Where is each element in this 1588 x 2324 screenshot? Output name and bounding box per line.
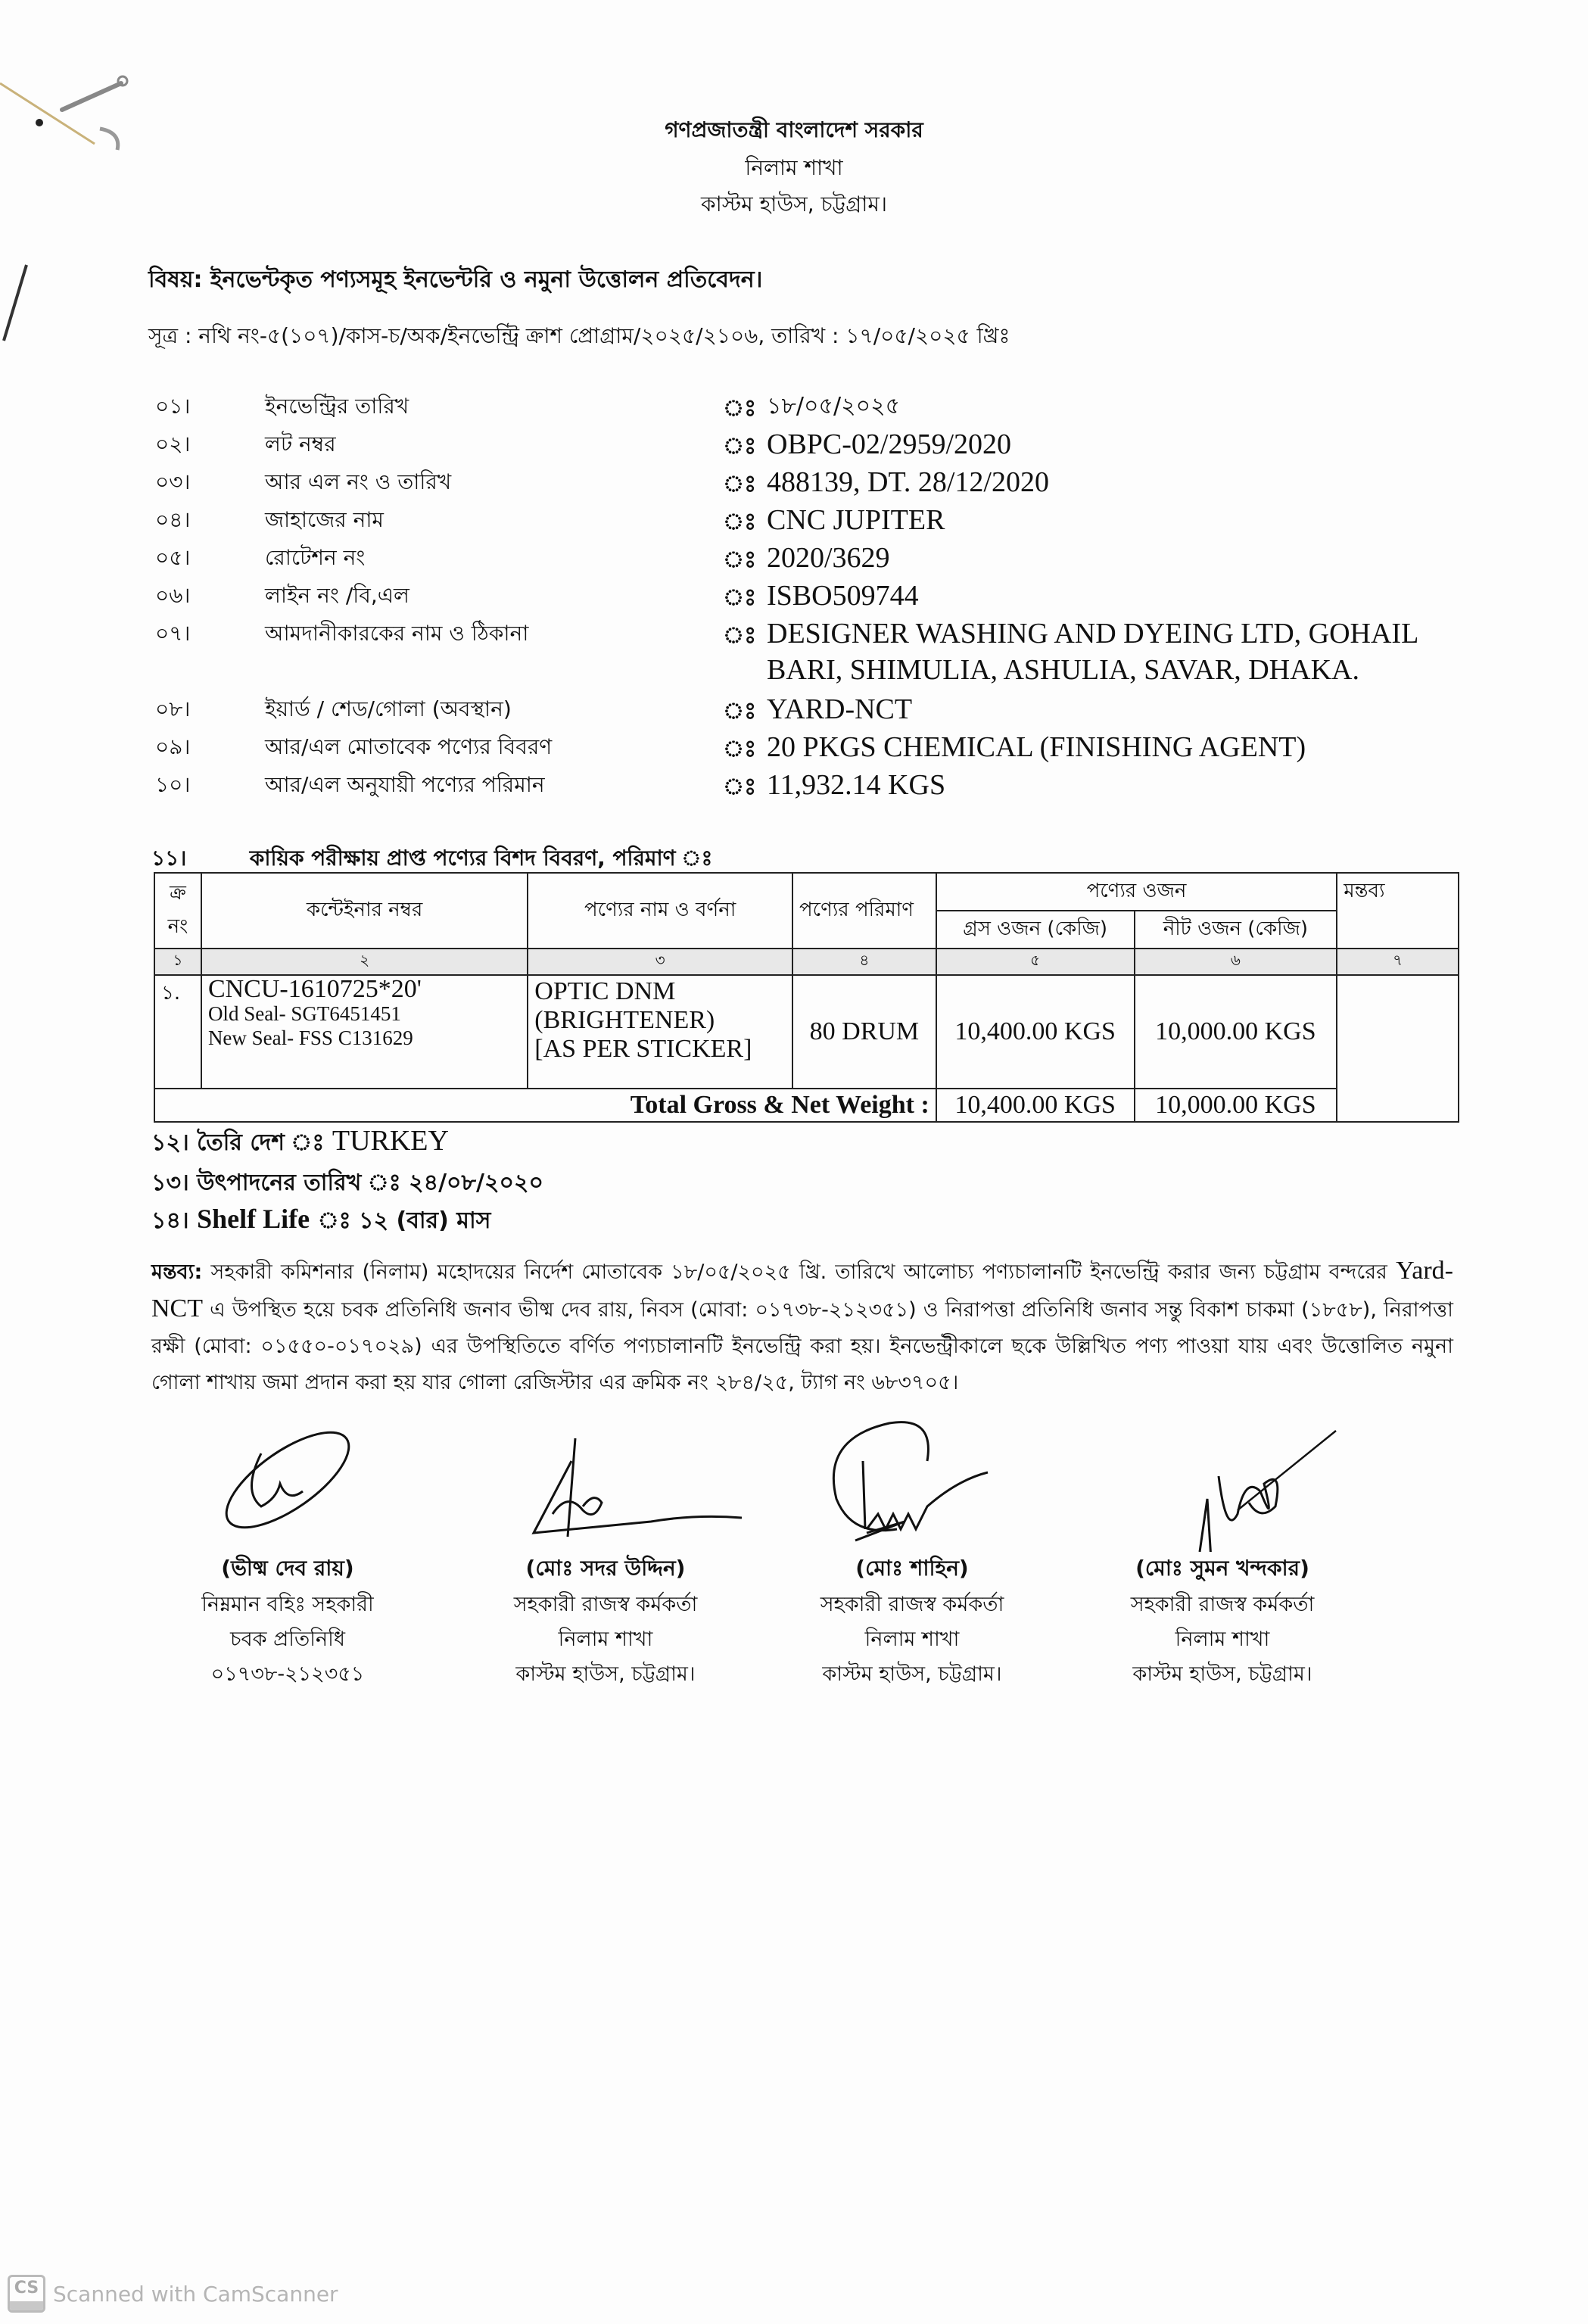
header-quantity: পণ্যের পরিমাণ xyxy=(792,873,936,949)
cell-gross-weight: 10,400.00 KGS xyxy=(936,975,1135,1089)
info-item xyxy=(155,428,1487,466)
government-name: গণপ্রজাতন্ত্রী বাংলাদেশ সরকার xyxy=(665,117,923,142)
item-value: 488139, DT. 28/12/2020 xyxy=(767,466,1049,498)
remarks-text: এ উপস্থিত হয়ে চবক প্রতিনিধি জনাব ভীষ্ম দেব রায়, নিবস (মোবা: ০১৭৩৮-২১২৩৫১) ও নিরাপত্তা প্রতিনিধি জনাব সন্তু বিকাশ চাকমা (১৮৫৮), নিরাপত্তা রক্ষী (মোবা: ০১৫৫০-০১৭০২৯) এর উপস্থিতিতে বর্ণিত পণ্যচালানটি ইনভেন্ট্রি করা হয়। ইনভেন্ট্রীকালে ছকে উল্লিখিত পণ্য পাওয়া যায় এবং উত্তোলিত নমুনা গোলা শাখায় জমা প্রদান করা হয় যার গোলা রেজিস্টার এর ক্রমিক নং ২৮৪/২৫, ট্যাগ নং ৬৮৩৭০৫। xyxy=(151,1298,1453,1394)
signatory-office: নিলাম শাখা xyxy=(1175,1628,1270,1651)
separator: ঃ xyxy=(723,471,757,497)
item-value: ১৮/০৫/২০২৫ xyxy=(767,393,901,419)
branch-name: নিলাম শাখা xyxy=(745,155,843,180)
total-gross-weight: 10,400.00 KGS xyxy=(936,1089,1135,1122)
info-list xyxy=(155,390,1487,806)
item-label: ইনভেন্ট্রির তারিখ xyxy=(265,394,409,419)
item-number: ০৭। xyxy=(155,621,191,646)
shelf-label: Shelf Life xyxy=(197,1204,310,1234)
signatory-office-address: কাস্টম হাউস, চট্টগ্রাম। xyxy=(515,1662,696,1686)
cell-remarks xyxy=(1337,975,1459,1122)
remarks-paragraph xyxy=(151,1253,1453,1401)
signatory-name: (মোঃ শাহিন) xyxy=(855,1556,969,1581)
signature-icon xyxy=(776,1408,1048,1552)
signatory-office: চবক প্রতিনিধি xyxy=(230,1628,345,1651)
item-label: আর/এল মোতাবেক পণ্যের বিবরণ xyxy=(265,734,553,759)
signatory-block xyxy=(439,1408,772,1692)
item-value: 11,932.14 KGS xyxy=(767,769,946,801)
signature-icon xyxy=(469,1408,742,1552)
total-row xyxy=(154,1089,1459,1122)
column-number: ৩ xyxy=(528,949,792,975)
signatory-block xyxy=(121,1408,454,1692)
item-label: আর এল নং ও তারিখ xyxy=(265,469,452,494)
goods-name-line: (BRIGHTENER) xyxy=(534,1006,715,1034)
separator: ঃ xyxy=(723,622,757,649)
header-remarks: মন্তব্য xyxy=(1337,873,1459,949)
item-label: রোটেশন নং xyxy=(265,545,366,570)
column-number: ১ xyxy=(154,949,201,975)
signatory-title: সহকারী রাজস্ব কর্মকর্তা xyxy=(513,1593,698,1616)
info-item xyxy=(155,390,1487,428)
office-address: কাস্টম হাউস, চট্টগ্রাম। xyxy=(701,192,887,217)
item-label: আর/এল অনুযায়ী পণ্যের পরিমান xyxy=(265,772,545,797)
separator: ঃ xyxy=(723,736,757,762)
cell-net-weight: 10,000.00 KGS xyxy=(1135,975,1337,1089)
info-item xyxy=(155,731,1487,768)
reference-line: সূত্র : নথি নং-৫(১০৭)/কাস-চ/অক/ইনভেন্ট্রি ক্রাশ প্রোগ্রাম/২০২৫/২১০৬, তারিখ : ১৭/০৫/২০২৫ খ্রিঃ xyxy=(148,323,1010,348)
signatory-name: (ভীষ্ম দেব রায়) xyxy=(221,1556,354,1581)
origin-line xyxy=(151,1124,449,1163)
info-item xyxy=(155,541,1487,579)
mfg-value: ২৪/০৮/২০২০ xyxy=(409,1170,544,1196)
item-number: ০৬। xyxy=(155,583,191,608)
column-number: ৫ xyxy=(936,949,1135,975)
separator: ঃ xyxy=(723,433,757,460)
shelf-life-line xyxy=(151,1202,490,1241)
info-item xyxy=(155,579,1487,617)
section-number: ১১। xyxy=(151,846,187,871)
goods-table xyxy=(154,872,1459,1123)
signature-icon xyxy=(189,1408,386,1552)
cell-container xyxy=(201,975,528,1089)
origin-label: ১২। তৈরি দেশ ঃ xyxy=(151,1129,325,1156)
item-value: YARD-NCT xyxy=(767,693,913,725)
cell-serial: ১. xyxy=(154,975,201,1089)
column-number: ৪ xyxy=(792,949,936,975)
item-value: CNC JUPITER xyxy=(767,504,945,536)
watermark-text: Scanned with CamScanner xyxy=(53,2281,338,2307)
separator: ঃ xyxy=(723,547,757,573)
column-number: ৭ xyxy=(1337,949,1459,975)
header-weight: পণ্যের ওজন xyxy=(936,873,1337,911)
shelf-number: ১৪। xyxy=(151,1207,189,1234)
info-item xyxy=(155,617,1487,693)
separator: ঃ xyxy=(723,509,757,535)
remarks-label: মন্তব্য: xyxy=(151,1260,203,1284)
signatory-block xyxy=(1056,1408,1389,1692)
table-row xyxy=(154,975,1459,1089)
cell-quantity: 80 DRUM xyxy=(792,975,936,1089)
item-number: ০২। xyxy=(155,431,191,456)
goods-name-line: OPTIC DNM xyxy=(534,977,676,1005)
signatory-title: সহকারী রাজস্ব কর্মকর্তা xyxy=(820,1593,1004,1616)
header-container: কন্টেইনার নম্বর xyxy=(201,873,528,949)
info-item xyxy=(155,768,1487,806)
info-item xyxy=(155,693,1487,731)
signatory-title: নিম্নমান বহিঃ সহকারী xyxy=(201,1593,374,1616)
item-label: জাহাজের নাম xyxy=(265,507,384,532)
remarks-text: সহকারী কমিশনার (নিলাম) মহোদয়ের নির্দেশ মোতাবেক ১৮/০৫/২০২৫ খ্রি. তারিখে আলোচ্য পণ্যচালানটি ইনভেন্ট্রি করার জন্য চট্টগ্রাম বন্দরের xyxy=(210,1260,1387,1284)
item-number: ০৮। xyxy=(155,696,191,721)
item-value: 20 PKGS CHEMICAL (FINISHING AGENT) xyxy=(767,731,1306,763)
item-value: 2020/3629 xyxy=(767,542,890,574)
header-serial: ক্র নং xyxy=(154,873,201,949)
item-value: DESIGNER WASHING AND DYEING LTD, GOHAIL BARI, SHIMULIA, ASHULIA, SAVAR, DHAKA. xyxy=(767,618,1418,686)
item-label: লট নম্বর xyxy=(265,431,336,456)
signatory-name: (মোঃ সুমন খন্দকার) xyxy=(1135,1556,1309,1581)
signatory-contact: ০১৭৩৮-২১২৩৫১ xyxy=(210,1662,365,1686)
scanner-watermark xyxy=(8,2275,338,2313)
new-seal: New Seal- FSS C131629 xyxy=(207,1026,413,1049)
column-number: ৬ xyxy=(1135,949,1337,975)
total-label: Total Gross & Net Weight : xyxy=(154,1089,936,1122)
column-number: ২ xyxy=(201,949,528,975)
signature-icon xyxy=(1086,1408,1359,1552)
item-number: ০৫। xyxy=(155,545,191,570)
signatory-title: সহকারী রাজস্ব কর্মকর্তা xyxy=(1130,1593,1315,1616)
container-number: CNCU-1610725*20' xyxy=(207,975,422,1003)
camscanner-logo-icon: CS xyxy=(8,2275,45,2313)
item-value: OBPC-02/2959/2020 xyxy=(767,428,1012,460)
signatory-block xyxy=(746,1408,1079,1692)
table-header-row xyxy=(154,873,1459,911)
item-value: ISBO509744 xyxy=(767,580,919,612)
remarks-yard: Yard-NCT xyxy=(151,1257,1453,1322)
shelf-value: ঃ ১২ (বার) মাস xyxy=(317,1207,491,1234)
mfg-label: ১৩। উৎপাদনের তারিখ ঃ xyxy=(151,1170,401,1196)
cell-goods-name xyxy=(528,975,792,1089)
item-label: আমদানীকারকের নাম ও ঠিকানা xyxy=(265,621,529,646)
total-net-weight: 10,000.00 KGS xyxy=(1135,1089,1337,1122)
item-label: লাইন নং /বি,এল xyxy=(265,583,409,608)
item-number: ০৯। xyxy=(155,734,191,759)
item-label: ইয়ার্ড / শেড/গোলা (অবস্থান) xyxy=(265,696,512,721)
goods-name-line: [AS PER STICKER] xyxy=(534,1035,752,1063)
signatory-office-address: কাস্টম হাউস, চট্টগ্রাম। xyxy=(822,1662,1002,1686)
item-number: ১০। xyxy=(155,772,191,797)
header-net-weight: নীট ওজন (কেজি) xyxy=(1135,911,1337,949)
subject-line: বিষয়: ইনভেন্টকৃত পণ্যসমূহ ইনভেন্টরি ও নমুনা উত্তোলন প্রতিবেদন। xyxy=(148,266,763,293)
section-title: কায়িক পরীক্ষায় প্রাপ্ত পণ্যের বিশদ বিবরণ, পরিমাণ ঃ xyxy=(249,846,713,871)
item-number: ০১। xyxy=(155,394,191,419)
signatory-office: নিলাম শাখা xyxy=(864,1628,960,1651)
info-item xyxy=(155,503,1487,541)
item-number: ০৩। xyxy=(155,469,191,494)
old-seal: Old Seal- SGT6451451 xyxy=(207,1002,401,1025)
signatory-name: (মোঃ সদর উদ্দিন) xyxy=(525,1556,686,1581)
item-number: ০৪। xyxy=(155,507,191,532)
signatory-office-address: কাস্টম হাউস, চট্টগ্রাম। xyxy=(1132,1662,1312,1686)
column-number-row xyxy=(154,949,1459,975)
origin-value: TURKEY xyxy=(332,1125,449,1157)
info-item xyxy=(155,466,1487,503)
separator: ঃ xyxy=(723,395,757,422)
separator: ঃ xyxy=(723,774,757,800)
header-goods-name: পণ্যের নাম ও বর্ণনা xyxy=(528,873,792,949)
signatory-office: নিলাম শাখা xyxy=(558,1628,653,1651)
separator: ঃ xyxy=(723,584,757,611)
separator: ঃ xyxy=(723,698,757,724)
header-gross-weight: গ্রস ওজন (কেজি) xyxy=(936,911,1135,949)
manufacture-date-line xyxy=(151,1164,543,1203)
